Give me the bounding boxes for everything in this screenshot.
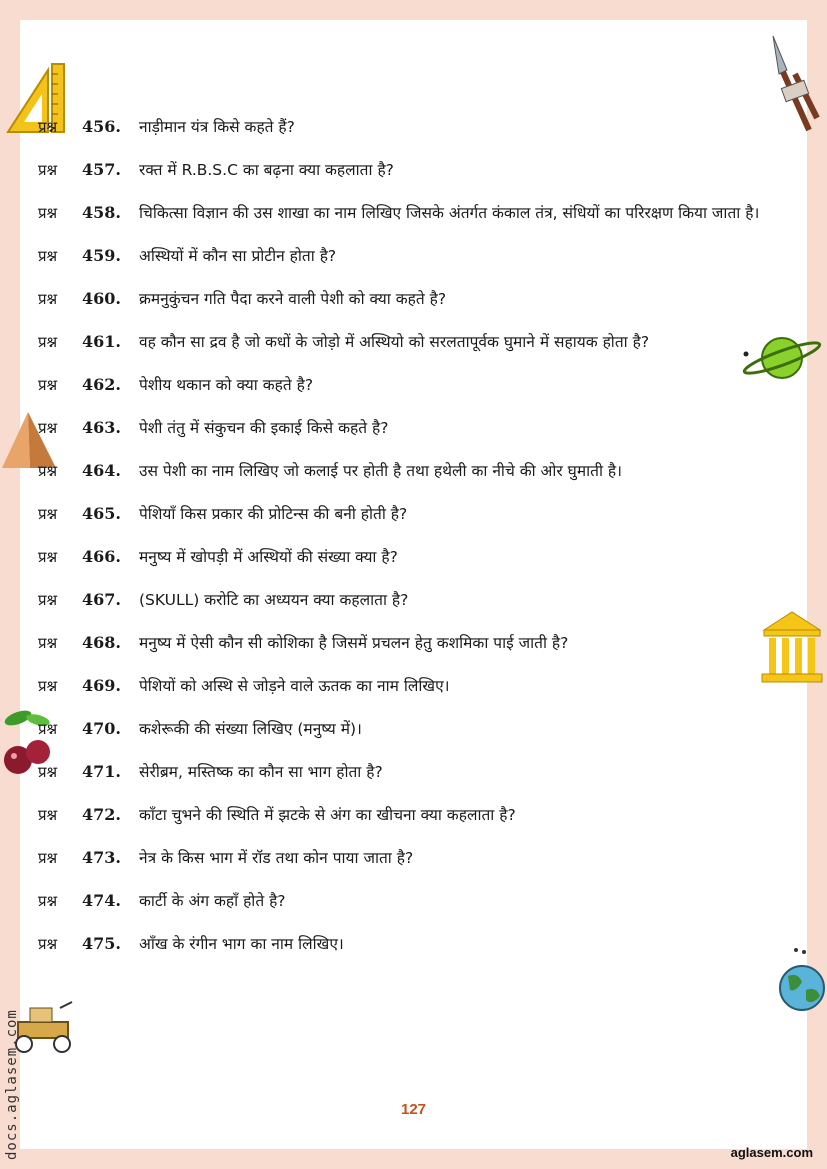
question-item: [38, 630, 778, 656]
question-text: चिकित्सा विज्ञान की उस शाखा का नाम लिखिए जिसके अंतर्गत कंकाल तंत्र, संधियों का परिरक्षण किया जाता है।: [139, 204, 760, 222]
question-number: 469.: [82, 676, 121, 695]
question-item: [38, 200, 778, 226]
question-number: 466.: [82, 547, 121, 566]
question-number: 465.: [82, 504, 121, 523]
question-item: [38, 845, 778, 871]
question-number: 457.: [82, 160, 121, 179]
question-prefix: प्रश्न: [38, 333, 58, 351]
question-prefix: प्रश्न: [38, 376, 58, 394]
question-text: कशेरूकी की संख्या लिखिए (मनुष्य में)।: [139, 720, 362, 738]
question-item: [38, 157, 778, 183]
question-number: 467.: [82, 590, 121, 609]
question-prefix: प्रश्न: [38, 161, 58, 179]
question-prefix: प्रश्न: [38, 118, 58, 136]
page-number: 127: [400, 1101, 427, 1118]
brand-label: aglasem.com: [730, 1145, 813, 1160]
question-text: पेशीय थकान को क्या कहते है?: [139, 376, 314, 394]
question-number: 475.: [82, 934, 121, 953]
question-prefix: प्रश्न: [38, 892, 58, 910]
question-prefix: प्रश्न: [38, 677, 58, 695]
question-item: [38, 286, 778, 312]
question-number: 456.: [82, 117, 121, 136]
question-item: [38, 673, 778, 699]
question-item: [38, 931, 778, 957]
question-text: पेशी तंतु में संकुचन की इकाई किसे कहते है?: [139, 419, 389, 437]
question-number: 463.: [82, 418, 121, 437]
question-prefix: प्रश्न: [38, 462, 58, 480]
question-prefix: प्रश्न: [38, 548, 58, 566]
question-text: मनुष्य में ऐसी कौन सी कोशिका है जिसमें प्रचलन हेतु कशमिका पाई जाती है?: [139, 634, 569, 652]
question-text: नाड़ीमान यंत्र किसे कहते हैं?: [139, 118, 295, 136]
question-item: [38, 802, 778, 828]
question-item: [38, 372, 778, 398]
question-item: [38, 587, 778, 613]
question-number: 458.: [82, 203, 121, 222]
question-item: [38, 501, 778, 527]
question-prefix: प्रश्न: [38, 720, 58, 738]
question-item: [38, 415, 778, 441]
question-prefix: प्रश्न: [38, 591, 58, 609]
question-text: कार्टी के अंग कहाँ होते है?: [139, 892, 286, 910]
question-text: पेशियाँ किस प्रकार की प्रोटिन्स की बनी होती है?: [139, 505, 408, 523]
question-text: (SKULL) करोटि का अध्ययन क्या कहलाता है?: [139, 591, 409, 609]
side-watermark: docs.aglasem.com: [4, 1009, 20, 1160]
question-number: 471.: [82, 762, 121, 781]
question-text: सेरीब्रम, मस्तिष्क का कौन सा भाग होता है?: [139, 763, 383, 781]
question-text: उस पेशी का नाम लिखिए जो कलाई पर होती है तथा हथेली का नीचे की ओर घुमाती है।: [139, 462, 623, 480]
question-text: नेत्र के किस भाग में रॉड तथा कोन पाया जाता है?: [139, 849, 414, 867]
question-text: क्रमनुकुंचन गति पैदा करने वाली पेशी को क्या कहते है?: [139, 290, 447, 308]
question-text: वह कौन सा द्रव है जो कधों के जोड़ो में अस्थियो को सरलतापूर्वक घुमाने में सहायक होता है?: [139, 333, 650, 351]
question-item: [38, 716, 778, 742]
question-prefix: प्रश्न: [38, 204, 58, 222]
question-list: [38, 114, 778, 974]
question-prefix: प्रश्न: [38, 247, 58, 265]
question-item: [38, 114, 778, 140]
question-text: मनुष्य में खोपड़ी में अस्थियों की संख्या क्या है?: [139, 548, 398, 566]
question-prefix: प्रश्न: [38, 505, 58, 523]
question-prefix: प्रश्न: [38, 935, 58, 953]
question-item: [38, 759, 778, 785]
question-text: रक्त में R.B.S.C का बढ़ना क्या कहलाता है?: [139, 161, 394, 179]
question-number: 462.: [82, 375, 121, 394]
question-prefix: प्रश्न: [38, 806, 58, 824]
question-number: 459.: [82, 246, 121, 265]
question-item: [38, 329, 778, 355]
question-number: 460.: [82, 289, 121, 308]
question-number: 468.: [82, 633, 121, 652]
globe-icon: [776, 946, 827, 1016]
question-number: 464.: [82, 461, 121, 480]
question-number: 474.: [82, 891, 121, 910]
question-item: [38, 243, 778, 269]
question-item: [38, 544, 778, 570]
question-text: काँटा चुभने की स्थिति में झटके से अंग का खीचना क्या कहलाता है?: [139, 806, 516, 824]
question-text: आँख के रंगीन भाग का नाम लिखिए।: [139, 935, 344, 953]
question-item: [38, 888, 778, 914]
question-prefix: प्रश्न: [38, 849, 58, 867]
question-number: 473.: [82, 848, 121, 867]
question-prefix: प्रश्न: [38, 634, 58, 652]
question-text: पेशियों को अस्थि से जोड़ने वाले ऊतक का नाम लिखिए।: [139, 677, 450, 695]
question-text: अस्थियों में कौन सा प्रोटीन होता है?: [139, 247, 337, 265]
question-number: 470.: [82, 719, 121, 738]
question-prefix: प्रश्न: [38, 419, 58, 437]
question-number: 472.: [82, 805, 121, 824]
question-item: [38, 458, 778, 484]
question-prefix: प्रश्न: [38, 763, 58, 781]
question-prefix: प्रश्न: [38, 290, 58, 308]
question-number: 461.: [82, 332, 121, 351]
